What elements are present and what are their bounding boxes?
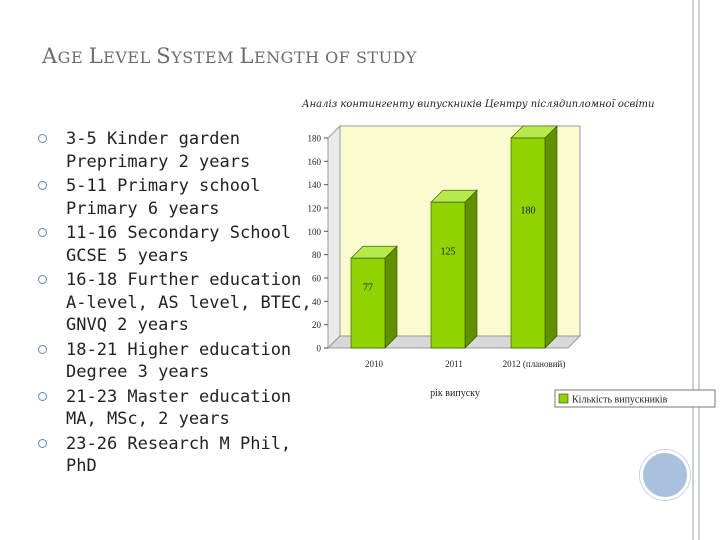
bar-side-face <box>465 190 477 348</box>
y-tick-label: 160 <box>307 156 321 167</box>
y-tick-label: 0 <box>316 343 321 354</box>
bullet-item <box>38 339 313 384</box>
y-tick-label: 140 <box>307 180 321 191</box>
y-tick-label: 80 <box>312 250 321 261</box>
chart-side-wall <box>328 126 340 348</box>
bullet-item <box>38 175 313 220</box>
title-part: YSTEM <box>171 48 240 67</box>
bar-value-label: 180 <box>520 205 536 217</box>
bullet-item <box>38 386 313 431</box>
x-tick-label: 2011 <box>445 359 463 369</box>
y-tick-label: 60 <box>312 273 321 284</box>
title-part: ENGTH OF STUDY <box>253 48 417 67</box>
bullet-text: 18-21 Higher education Degree 3 years <box>66 339 292 382</box>
bar <box>431 202 465 348</box>
chart-title: Аналіз контингенту випускників Центру післядипломної освіти <box>302 99 655 110</box>
decorative-circle <box>640 450 690 500</box>
bar-side-face <box>385 246 397 348</box>
bar <box>351 258 385 348</box>
y-tick-label: 120 <box>307 203 321 214</box>
bar-side-face <box>545 126 557 348</box>
circle-bullet-icon <box>38 439 47 448</box>
bullet-item <box>38 128 313 173</box>
title-part: A <box>42 44 58 68</box>
legend-swatch <box>559 394 568 403</box>
bar-chart <box>290 110 720 420</box>
circle-bullet-icon <box>38 134 47 143</box>
bullet-text: 11-16 Secondary School GCSE 5 years <box>66 223 292 266</box>
circle-bullet-icon <box>38 181 47 190</box>
x-tick-label: 2010 <box>365 359 383 369</box>
title-part: L <box>88 44 104 68</box>
bar-value-label: 77 <box>363 282 373 294</box>
slide-title <box>42 44 417 68</box>
bullet-text: 16-18 Further education A-level, AS level, BTEC, GNVQ 2 years <box>66 270 312 335</box>
legend-label: Кількість випускників <box>572 394 668 406</box>
bullet-text: 21-23 Master education MA, MSc, 2 years <box>66 386 292 429</box>
title-part: S <box>156 44 172 68</box>
x-tick-label: 2012 (плановий) <box>502 359 566 369</box>
y-tick-label: 100 <box>307 226 321 237</box>
circle-bullet-icon <box>38 275 47 284</box>
y-tick-label: 40 <box>312 296 321 307</box>
bullet-item <box>38 222 313 267</box>
bullet-item <box>38 433 313 478</box>
circle-bullet-icon <box>38 228 47 237</box>
bullet-item <box>38 269 313 337</box>
bar <box>511 138 545 348</box>
title-part: GE <box>57 48 89 67</box>
title-part: EVEL <box>103 48 157 67</box>
bullet-text: 5-11 Primary school Primary 6 years <box>66 176 261 219</box>
title-part: L <box>239 44 254 68</box>
bar-value-label: 125 <box>440 246 456 258</box>
bullet-text: 3-5 Kinder garden Preprimary 2 years <box>66 129 251 172</box>
circle-bullet-icon <box>38 392 47 401</box>
y-tick-label: 20 <box>312 320 321 331</box>
x-axis-label: рік випуску <box>430 388 480 399</box>
bullet-list <box>38 128 313 480</box>
circle-bullet-icon <box>38 345 47 354</box>
y-tick-label: 180 <box>307 133 321 144</box>
bullet-text: 23-26 Research M Phil, PhD <box>66 433 292 476</box>
